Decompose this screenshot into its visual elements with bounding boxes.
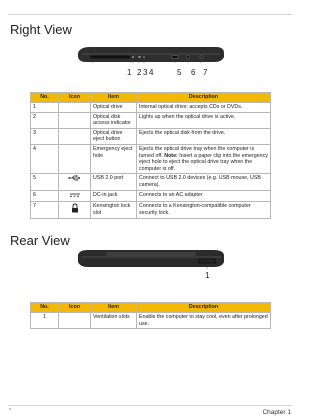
row-description: Internal optical drive; accepts CDs or DVDs.: [137, 103, 271, 113]
row-no: 1: [31, 103, 59, 113]
row-item: Ventilation slots: [91, 313, 137, 329]
row-icon: [59, 202, 91, 218]
row-description: [137, 145, 271, 174]
row-icon: [59, 190, 91, 202]
callout-6: 6: [191, 68, 196, 77]
rear-view-table: [30, 302, 271, 329]
row-item: USB 2.0 port: [91, 174, 137, 190]
row-item: Kensington lock slot: [91, 202, 137, 218]
section-title-rear-view: Rear View: [10, 233, 70, 248]
callout-7: 7: [203, 68, 208, 77]
header-item: Item: [91, 93, 137, 103]
table-row: [31, 112, 271, 128]
table-row: [31, 103, 271, 113]
table-header-row: [31, 303, 271, 313]
row-item: Emergency eject hole: [91, 145, 137, 174]
note-text: Insert a paper clip into the emergency eject hole to eject the optical drive tray when the computer is off.: [139, 152, 268, 172]
row-no: 4: [31, 145, 59, 174]
row-no: 1: [31, 313, 59, 329]
row-item: Optical disk access indicator: [91, 112, 137, 128]
footer-chapter: Chapter 1: [262, 409, 291, 416]
row-no: 6: [31, 190, 59, 202]
table-row: [31, 145, 271, 174]
row-description: Connects to an AC adapter: [137, 190, 271, 202]
usb-icon: [68, 175, 82, 181]
row-item: Optical drive: [91, 103, 137, 113]
row-item: Optical drive eject button: [91, 128, 137, 144]
header-no: No.: [31, 93, 59, 103]
lock-icon: [71, 203, 79, 213]
callout-rear-1: 1: [205, 271, 210, 280]
row-icon: [59, 174, 91, 190]
row-description: Ejects the optical disk from the drive.: [137, 128, 271, 144]
row-no: 5: [31, 174, 59, 190]
row-icon: [59, 313, 91, 329]
footer-rule: [8, 405, 292, 406]
row-icon: [59, 128, 91, 144]
callout-3: 3: [143, 68, 148, 77]
row-item: DC-in jack: [91, 190, 137, 202]
callout-4: 4: [149, 68, 154, 77]
row-no: 2: [31, 112, 59, 128]
section-title-right-view: Right View: [10, 22, 72, 37]
row-icon: [59, 112, 91, 128]
header-rule: [8, 14, 292, 15]
table-row: [31, 202, 271, 218]
header-icon: Icon: [59, 303, 91, 313]
row-no: 7: [31, 202, 59, 218]
right-view-table: [30, 92, 271, 219]
footer-page-mark: *: [9, 408, 11, 414]
table-row: [31, 174, 271, 190]
callout-1: 1: [127, 68, 132, 77]
callout-5: 5: [177, 68, 182, 77]
note-label: Note:: [164, 152, 178, 159]
callout-2: 2: [137, 68, 142, 77]
header-no: No.: [31, 303, 59, 313]
table-header-row: [31, 93, 271, 103]
row-no: 3: [31, 128, 59, 144]
laptop-rear-image: [76, 247, 226, 269]
row-description: Lights up when the optical drive is active.: [137, 112, 271, 128]
table-row: [31, 128, 271, 144]
row-description-text: Ejects the optical drive tray when the computer is turned off.: [139, 146, 255, 159]
row-icon: [59, 145, 91, 174]
dc-in-icon: [69, 192, 81, 198]
table-row: [31, 313, 271, 329]
header-icon: Icon: [59, 93, 91, 103]
laptop-right-side-image: [76, 44, 226, 64]
header-description: Description: [137, 303, 271, 313]
row-description: Connect to USB 2.0 devices (e.g. USB mouse, USB camera).: [137, 174, 271, 190]
header-item: Item: [91, 303, 137, 313]
header-description: Description: [137, 93, 271, 103]
row-icon: [59, 103, 91, 113]
row-description: Enable the computer to stay cool, even after prolonged use.: [137, 313, 271, 329]
table-row: [31, 190, 271, 202]
row-description: Connects to a Kensington-compatible computer security lock.: [137, 202, 271, 218]
